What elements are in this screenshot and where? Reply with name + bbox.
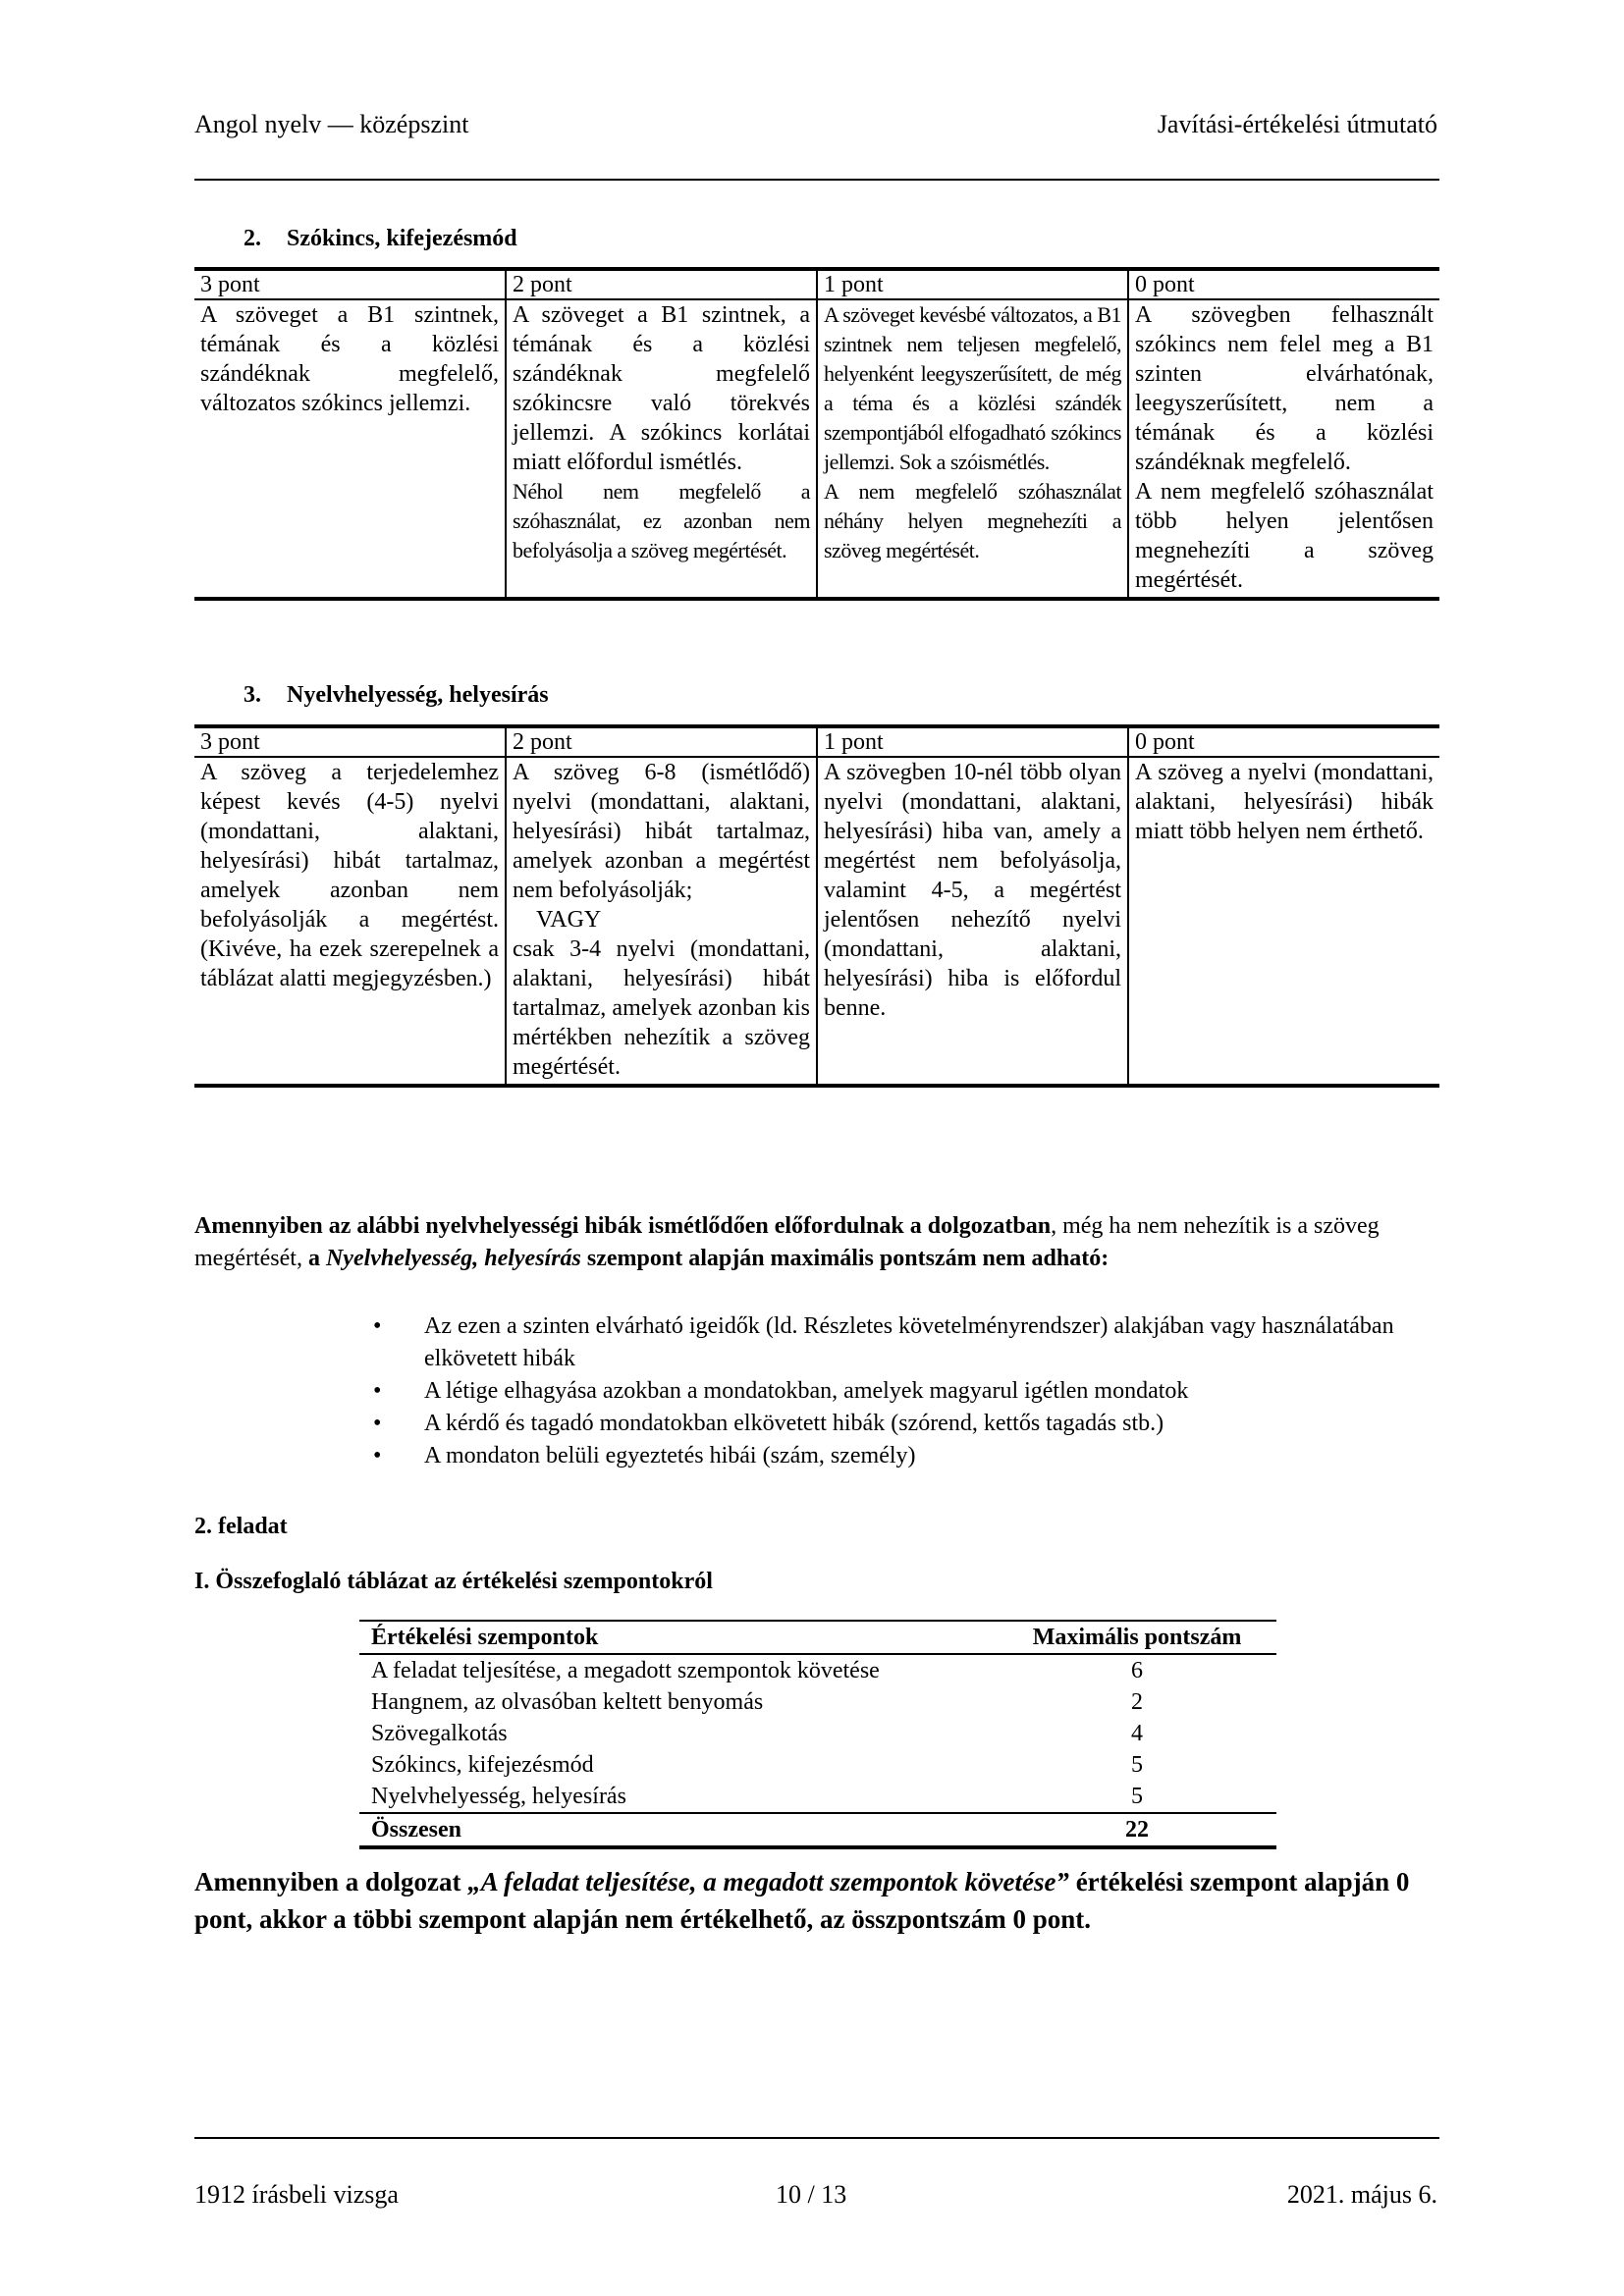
section-2-label: Szókincs, kifejezésmód: [287, 226, 517, 251]
rubric-cell-2: [506, 757, 817, 1086]
rubric-cell-2: [506, 299, 817, 599]
rubric-cell-2-text: A szöveget a B1 szintnek, a témának és a közlési szándéknak megfelelő szókincsre való törekvés jellemzi. A szókincs korlátai miatt előfordul ismétlés.: [513, 302, 810, 475]
criterion-name: Nyelvhelyesség, helyesírás: [371, 1784, 626, 1809]
header-rule: [194, 179, 1439, 181]
rubric-cell-0: [1128, 757, 1439, 1086]
accuracy-rubric-table: [194, 724, 1439, 1088]
table-row: [359, 1686, 1276, 1718]
list-item-text: A létige elhagyása azokban a mondatokban, amelyek magyarul igétlen mondatok: [424, 1378, 1189, 1404]
total-row: [359, 1813, 1276, 1847]
rubric-header-3: 3 pont: [194, 269, 506, 299]
closing-criterion: „A feladat teljesítése, a megadott szempontok követése”: [467, 1867, 1069, 1896]
list-item: [373, 1375, 1434, 1408]
section-3-title: [244, 682, 549, 709]
closing-statement: [194, 1863, 1439, 1938]
vocabulary-rubric-table: [194, 267, 1439, 601]
criterion-max: 6: [1131, 1658, 1144, 1683]
note-criterion-name: Nyelvhelyesség, helyesírás: [325, 1246, 581, 1271]
criterion-name: Hangnem, az olvasóban keltett benyomás: [371, 1689, 764, 1715]
rubric-header-3: 3 pont: [194, 726, 506, 757]
grammar-error-list: [373, 1310, 1434, 1472]
criterion-max: 5: [1131, 1752, 1144, 1778]
total-value: 22: [998, 1813, 1276, 1847]
task-2-label: 2. feladat: [194, 1514, 288, 1539]
bullet-icon: •: [373, 1411, 382, 1436]
rubric-header-2: 2 pont: [506, 269, 817, 299]
section-3-label: Nyelvhelyesség, helyesírás: [287, 682, 549, 708]
table-row: [359, 1654, 1276, 1686]
criterion-max: 4: [1131, 1721, 1144, 1746]
rubric-cell-1: [817, 299, 1128, 599]
rubric-header-0: 0 pont: [1128, 269, 1439, 299]
rubric-cell-2-alt: csak 3-4 nyelvi (mondattani, alaktani, helyesírási) hibát tartalmaz, amelyek azonban kis mértékben nehezítik a szöveg megértését.: [513, 936, 810, 1080]
criterion-max: 5: [1131, 1784, 1144, 1809]
criterion-max: 2: [1131, 1689, 1144, 1715]
summary-table: [359, 1620, 1276, 1849]
list-item: [373, 1440, 1434, 1472]
rubric-cell-1-text: A szöveget kevésbé változatos, a B1 szintnek nem teljesen megfelelő, helyenként leegyszerűsített, de még a téma és a közlési szándék szempontjából elfogadható szókincs jellemzi. Sok a szóismétlés.: [824, 302, 1121, 474]
rubric-cell-0: [1128, 299, 1439, 599]
total-label: Összesen: [359, 1813, 998, 1847]
rubric-cell-3-text: A szöveg a terjedelemhez képest kevés (4-5) nyelvi (mondattani, alaktani, helyesírási) hibát tartalmaz, amelyek azonban nem befolyásolják a megértést. (Kivéve, ha ezek szerepelnek a táblázat alatti megjegyzésben.): [200, 760, 499, 991]
rubric-cell-2-note: Néhol nem megfelelő a szóhasználat, ez azonban nem befolyásolja a szöveg megértését.: [513, 479, 810, 562]
rubric-header-1: 1 pont: [817, 269, 1128, 299]
bullet-icon: •: [373, 1443, 382, 1468]
rubric-cell-0-text: A szövegben felhasznált szókincs nem felel meg a B1 szinten elvárhatónak, leegyszerűsített, nem a témának és a közlési szándéknak megfelelő.: [1135, 302, 1434, 475]
footer-rule: [194, 2137, 1439, 2139]
bullet-icon: •: [373, 1313, 382, 1339]
rubric-cell-1: [817, 757, 1128, 1086]
bullet-icon: •: [373, 1378, 382, 1404]
rubric-cell-3: [194, 757, 506, 1086]
table-row: [359, 1718, 1276, 1749]
summary-col-max: Maximális pontszám: [998, 1621, 1276, 1654]
list-item-text: Az ezen a szinten elvárható igeidők (ld. Részletes követelményrendszer) alakjában vagy használatában elkövetett hibák: [424, 1313, 1394, 1371]
rubric-cell-1-text: A szövegben 10-nél több olyan nyelvi (mondattani, alaktani, helyesírási) hiba van, amely a megértést nem befolyásolja, valamint 4-5, a megértést jelentősen nehezítő nyelvi (mondattani, alaktani, helyesírási) hiba is előfordul benne.: [824, 760, 1121, 1021]
rubric-header-1: 1 pont: [817, 726, 1128, 757]
rubric-header-0: 0 pont: [1128, 726, 1439, 757]
rubric-or-label: VAGY: [536, 907, 602, 933]
grammar-note-paragraph: [194, 1210, 1439, 1275]
summary-heading: I. Összefoglaló táblázat az értékelési szempontokról: [194, 1569, 713, 1594]
summary-col-criteria: Értékelési szempontok: [359, 1621, 998, 1654]
section-2-title: [244, 226, 517, 252]
section-2-number: 2.: [244, 226, 261, 251]
closing-start: Amennyiben a dolgozat: [194, 1867, 468, 1896]
list-item-text: A kérdő és tagadó mondatokban elkövetett hibák (szórend, kettős tagadás stb.): [424, 1411, 1164, 1436]
rubric-cell-3-text: A szöveget a B1 szintnek, témának és a közlési szándéknak megfelelő, változatos szókincs jellemzi.: [200, 302, 499, 416]
table-row: [359, 1749, 1276, 1781]
rubric-cell-0-text: A szöveg a nyelvi (mondattani, alaktani, helyesírási) hibák miatt több helyen nem érthető.: [1135, 760, 1434, 844]
header-subject: Angol nyelv — középszint: [194, 110, 469, 138]
list-item: [373, 1310, 1434, 1375]
list-item: [373, 1408, 1434, 1440]
section-3-number: 3.: [244, 682, 261, 708]
rubric-cell-3: [194, 299, 506, 599]
note-bold-a: a: [307, 1246, 326, 1271]
footer-exam-code: 1912 írásbeli vizsga: [194, 2180, 399, 2209]
note-bold-end: szempont alapján maximális pontszám nem adható:: [580, 1246, 1110, 1271]
rubric-cell-1-note: A nem megfelelő szóhasználat néhány helyen megnehezíti a szöveg megértését.: [824, 479, 1121, 562]
closing-end: értékelési szempont alapján 0 pont, akkor a többi szempont alapján nem értékelhető, az összpontszám 0 pont.: [194, 1867, 1410, 1934]
criterion-name: Szókincs, kifejezésmód: [371, 1752, 594, 1778]
rubric-cell-0-note: A nem megfelelő szóhasználat több helyen jelentősen megnehezíti a szöveg megértését.: [1135, 479, 1434, 593]
rubric-cell-2-text: A szöveg 6-8 (ismétlődő) nyelvi (mondattani, alaktani, helyesírási) hibát tartalmaz, amelyek azonban a megértést nem befolyásolják;: [513, 760, 810, 903]
note-plain: , még ha nem nehezítik is a szöveg megértését,: [194, 1213, 1380, 1271]
criterion-name: A feladat teljesítése, a megadott szempontok követése: [371, 1658, 880, 1683]
page-number: 10 / 13: [776, 2180, 847, 2209]
list-item-text: A mondaton belüli egyeztetés hibái (szám, személy): [424, 1443, 916, 1468]
table-row: [359, 1781, 1276, 1813]
rubric-header-2: 2 pont: [506, 726, 817, 757]
note-bold-start: Amennyiben az alábbi nyelvhelyességi hibák ismétlődően előfordulnak a dolgozatban: [194, 1213, 1052, 1239]
header-doc-type: Javítási-értékelési útmutató: [1157, 110, 1437, 138]
criterion-name: Szövegalkotás: [371, 1721, 508, 1746]
footer-date: 2021. május 6.: [1286, 2180, 1437, 2209]
